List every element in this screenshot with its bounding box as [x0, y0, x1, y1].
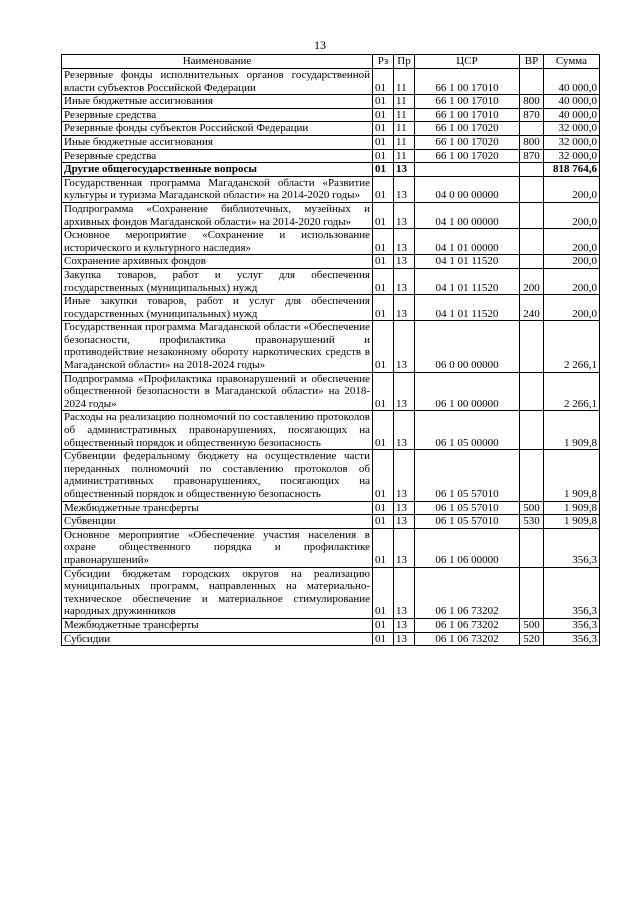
cell-sum: 200,0	[544, 229, 600, 255]
cell-vr: 500	[520, 618, 544, 632]
cell-vr: 530	[520, 515, 544, 529]
cell-name: Межбюджетные трансферты	[62, 618, 373, 632]
cell-pr: 13	[394, 632, 415, 646]
cell-csr: 06 1 06 73202	[415, 632, 520, 646]
cell-vr	[520, 528, 544, 567]
cell-sum: 32 000,0	[544, 149, 600, 163]
cell-sum: 40 000,0	[544, 108, 600, 122]
cell-pr: 11	[394, 108, 415, 122]
table-row	[62, 255, 600, 269]
cell-sum: 1 909,8	[544, 411, 600, 450]
cell-csr: 06 1 05 57010	[415, 450, 520, 501]
cell-rz: 01	[373, 268, 394, 294]
cell-sum: 818 764,6	[544, 163, 600, 177]
table-row	[62, 122, 600, 136]
header-sum: Сумма	[544, 55, 600, 69]
table-row	[62, 618, 600, 632]
cell-vr: 240	[520, 295, 544, 321]
cell-csr: 06 1 05 57010	[415, 515, 520, 529]
cell-pr: 13	[394, 321, 415, 372]
cell-sum: 40 000,0	[544, 69, 600, 95]
cell-pr: 13	[394, 515, 415, 529]
table-row	[62, 372, 600, 411]
cell-name: Расходы на реализацию полномочий по составлению протоколов об административных правонарушениях, посягающих на общественный порядок и общественную безопасность	[62, 411, 373, 450]
cell-pr: 11	[394, 122, 415, 136]
table-row	[62, 321, 600, 372]
cell-vr: 800	[520, 135, 544, 149]
cell-sum: 200,0	[544, 295, 600, 321]
cell-vr	[520, 255, 544, 269]
cell-rz: 01	[373, 135, 394, 149]
cell-sum: 356,3	[544, 632, 600, 646]
cell-vr	[520, 450, 544, 501]
table-row	[62, 268, 600, 294]
header-vr: ВР	[520, 55, 544, 69]
cell-name: Резервные средства	[62, 149, 373, 163]
cell-rz: 01	[373, 321, 394, 372]
budget-table	[61, 54, 600, 646]
cell-rz: 01	[373, 229, 394, 255]
table-row	[62, 202, 600, 228]
cell-pr: 13	[394, 618, 415, 632]
cell-vr: 200	[520, 268, 544, 294]
cell-name: Государственная программа Магаданской области «Развитие культуры и туризма Магаданской области» на 2014-2020 годы»	[62, 176, 373, 202]
cell-vr	[520, 372, 544, 411]
cell-rz: 01	[373, 95, 394, 109]
cell-sum: 200,0	[544, 176, 600, 202]
cell-pr: 13	[394, 255, 415, 269]
cell-name: Субсидии	[62, 632, 373, 646]
cell-name: Иные закупки товаров, работ и услуг для обеспечения государственных (муниципальных) нужд	[62, 295, 373, 321]
table-row	[62, 515, 600, 529]
cell-pr: 13	[394, 411, 415, 450]
cell-vr	[520, 229, 544, 255]
cell-vr: 500	[520, 501, 544, 515]
cell-rz: 01	[373, 372, 394, 411]
cell-rz: 01	[373, 176, 394, 202]
cell-name: Сохранение архивных фондов	[62, 255, 373, 269]
cell-rz: 01	[373, 163, 394, 177]
table-row	[62, 108, 600, 122]
cell-name: Резервные фонды исполнительных органов государственной власти субъектов Российской Федерации	[62, 69, 373, 95]
header-name: Наименование	[62, 55, 373, 69]
cell-sum: 356,3	[544, 618, 600, 632]
cell-csr: 66 1 00 17020	[415, 122, 520, 136]
cell-csr: 06 0 00 00000	[415, 321, 520, 372]
cell-rz: 01	[373, 632, 394, 646]
cell-pr: 13	[394, 229, 415, 255]
cell-csr: 04 1 01 11520	[415, 268, 520, 294]
cell-name: Субвенции федеральному бюджету на осуществление части переданных полномочий по составлению протоколов об административных правонарушениях, посягающих на общественный порядок и общественную безопасность	[62, 450, 373, 501]
cell-vr	[520, 321, 544, 372]
cell-rz: 01	[373, 255, 394, 269]
cell-rz: 01	[373, 149, 394, 163]
header-pr: Пр	[394, 55, 415, 69]
cell-sum: 356,3	[544, 528, 600, 567]
cell-csr: 04 0 00 00000	[415, 176, 520, 202]
cell-vr	[520, 176, 544, 202]
cell-pr: 13	[394, 372, 415, 411]
cell-vr: 520	[520, 632, 544, 646]
cell-csr: 06 1 06 73202	[415, 618, 520, 632]
cell-name: Иные бюджетные ассигнования	[62, 135, 373, 149]
cell-csr: 66 1 00 17010	[415, 95, 520, 109]
table-row	[62, 450, 600, 501]
cell-name: Субвенции	[62, 515, 373, 529]
cell-sum: 40 000,0	[544, 95, 600, 109]
cell-pr: 13	[394, 528, 415, 567]
header-csr: ЦСР	[415, 55, 520, 69]
table-row	[62, 69, 600, 95]
cell-name: Межбюджетные трансферты	[62, 501, 373, 515]
cell-vr	[520, 567, 544, 618]
cell-sum: 2 266,1	[544, 372, 600, 411]
cell-name: Государственная программа Магаданской области «Обеспечение безопасности, профилактика правонарушений и противодействие незаконному обороту наркотических средств в Магаданской области» на 2018-2024 годы»	[62, 321, 373, 372]
cell-pr: 13	[394, 567, 415, 618]
cell-name: Резервные средства	[62, 108, 373, 122]
cell-rz: 01	[373, 202, 394, 228]
cell-name: Закупка товаров, работ и услуг для обеспечения государственных (муниципальных) нужд	[62, 268, 373, 294]
cell-csr: 66 1 00 17020	[415, 149, 520, 163]
table-body	[62, 69, 600, 646]
cell-csr: 66 1 00 17020	[415, 135, 520, 149]
cell-csr: 06 1 05 00000	[415, 411, 520, 450]
cell-sum: 2 266,1	[544, 321, 600, 372]
cell-sum: 200,0	[544, 255, 600, 269]
cell-rz: 01	[373, 411, 394, 450]
cell-pr: 13	[394, 501, 415, 515]
cell-pr: 13	[394, 163, 415, 177]
cell-pr: 11	[394, 135, 415, 149]
cell-name: Основное мероприятие «Обеспечение участия населения в охране общественного порядка и профилактике правонарушений»	[62, 528, 373, 567]
cell-pr: 11	[394, 95, 415, 109]
table-row	[62, 135, 600, 149]
table-row	[62, 567, 600, 618]
cell-name: Подпрограмма «Сохранение библиотечных, музейных и архивных фондов Магаданской области» на 2014-2020 годы»	[62, 202, 373, 228]
cell-sum: 1 909,8	[544, 501, 600, 515]
cell-csr: 04 1 01 11520	[415, 255, 520, 269]
table-header-row	[62, 55, 600, 69]
cell-csr: 04 1 00 00000	[415, 202, 520, 228]
cell-pr: 11	[394, 69, 415, 95]
table-row	[62, 411, 600, 450]
table-row	[62, 149, 600, 163]
table-row	[62, 176, 600, 202]
cell-name: Другие общегосударственные вопросы	[62, 163, 373, 177]
cell-pr: 13	[394, 295, 415, 321]
table-row	[62, 95, 600, 109]
cell-csr: 04 1 01 00000	[415, 229, 520, 255]
cell-rz: 01	[373, 450, 394, 501]
cell-csr: 66 1 00 17010	[415, 108, 520, 122]
cell-sum: 200,0	[544, 202, 600, 228]
cell-pr: 13	[394, 202, 415, 228]
cell-sum: 1 909,8	[544, 515, 600, 529]
cell-name: Основное мероприятие «Сохранение и использование исторического и культурного наследия»	[62, 229, 373, 255]
cell-sum: 356,3	[544, 567, 600, 618]
cell-vr	[520, 122, 544, 136]
cell-rz: 01	[373, 122, 394, 136]
cell-vr	[520, 202, 544, 228]
cell-csr: 04 1 01 11520	[415, 295, 520, 321]
cell-sum: 32 000,0	[544, 135, 600, 149]
table-row	[62, 501, 600, 515]
cell-vr	[520, 69, 544, 95]
cell-rz: 01	[373, 515, 394, 529]
table-row	[62, 528, 600, 567]
cell-rz: 01	[373, 618, 394, 632]
cell-rz: 01	[373, 528, 394, 567]
cell-name: Субсидии бюджетам городских округов на реализацию муниципальных программ, направленных на материально-техническое обеспечение и материальное стимулирование народных дружинников	[62, 567, 373, 618]
cell-name: Подпрограмма «Профилактика правонарушений и обеспечение общественной безопасности в Магаданской области» на 2018-2024 годы»	[62, 372, 373, 411]
cell-vr: 800	[520, 95, 544, 109]
cell-csr: 06 1 06 73202	[415, 567, 520, 618]
cell-name: Иные бюджетные ассигнования	[62, 95, 373, 109]
cell-rz: 01	[373, 501, 394, 515]
cell-vr: 870	[520, 149, 544, 163]
cell-rz: 01	[373, 295, 394, 321]
table-row	[62, 163, 600, 177]
cell-sum: 1 909,8	[544, 450, 600, 501]
cell-csr: 06 1 05 57010	[415, 501, 520, 515]
cell-sum: 32 000,0	[544, 122, 600, 136]
header-rz: Рз	[373, 55, 394, 69]
cell-csr	[415, 163, 520, 177]
cell-rz: 01	[373, 69, 394, 95]
cell-pr: 13	[394, 176, 415, 202]
cell-pr: 13	[394, 268, 415, 294]
cell-csr: 06 1 06 00000	[415, 528, 520, 567]
cell-sum: 200,0	[544, 268, 600, 294]
cell-csr: 06 1 00 00000	[415, 372, 520, 411]
cell-pr: 11	[394, 149, 415, 163]
cell-vr	[520, 411, 544, 450]
cell-rz: 01	[373, 108, 394, 122]
table-row	[62, 229, 600, 255]
cell-rz: 01	[373, 567, 394, 618]
cell-vr: 870	[520, 108, 544, 122]
page-number: 13	[314, 38, 326, 52]
cell-name: Резервные фонды субъектов Российской Федерации	[62, 122, 373, 136]
cell-pr: 13	[394, 450, 415, 501]
table-row	[62, 632, 600, 646]
cell-vr	[520, 163, 544, 177]
table-row	[62, 295, 600, 321]
cell-csr: 66 1 00 17010	[415, 69, 520, 95]
